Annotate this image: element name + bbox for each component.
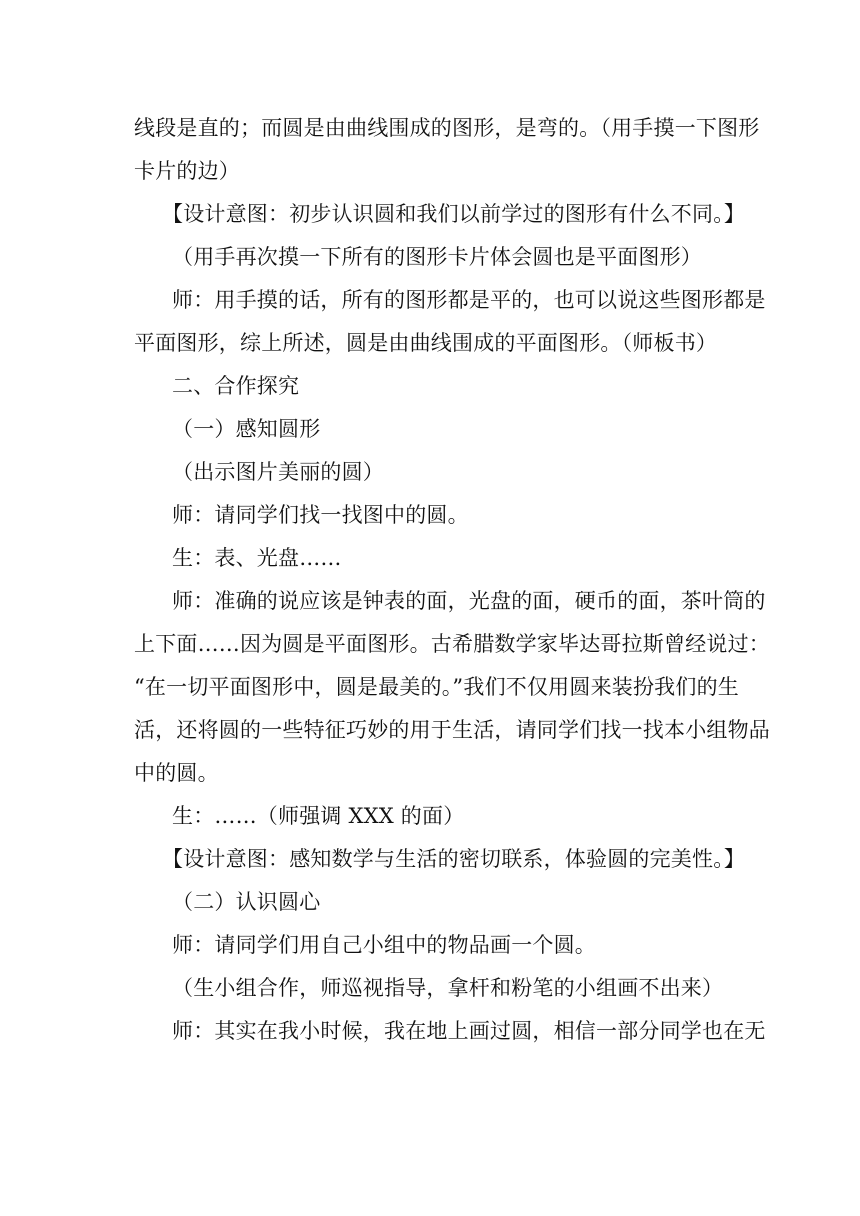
- design-intent-note: 【设计意图：初步认识圆和我们以前学过的图形有什么不同。】: [162, 202, 746, 226]
- paragraph-line: 师：请同学们用自己小组中的物品画一个圆。: [172, 933, 596, 957]
- paragraph-line: （出示图片美丽的圆）: [172, 460, 384, 484]
- paragraph-line: 卡片的边）: [134, 159, 240, 183]
- document-body: [134, 107, 770, 1053]
- paragraph-line: 中的圆。: [134, 761, 219, 785]
- paragraph-line: （生小组合作，师巡视指导，拿杆和粉笔的小组画不出来）: [172, 976, 724, 1000]
- section-heading: 二、合作探究: [172, 374, 300, 398]
- paragraph-line: 线段是直的；而圆是由曲线围成的图形，是弯的。（用手摸一下图形: [134, 116, 760, 140]
- subsection-heading: （一）感知圆形: [172, 417, 321, 441]
- paragraph-line: 平面图形，综上所述，圆是由曲线围成的平面图形。（师板书）: [134, 331, 718, 355]
- paragraph-line: （用手再次摸一下所有的图形卡片体会圆也是平面图形）: [172, 245, 702, 269]
- design-intent-note: 【设计意图：感知数学与生活的密切联系，体验圆的完美性。】: [162, 847, 746, 871]
- subsection-heading: （二）认识圆心: [172, 890, 321, 914]
- paragraph-line: “在一切平面图形中，圆是最美的。”我们不仅用圆来装扮我们的生: [134, 675, 739, 699]
- paragraph-line: 活，还将圆的一些特征巧妙的用于生活，请同学们找一找本小组物品: [134, 718, 770, 742]
- paragraph-line: 生：表、光盘……: [172, 546, 342, 570]
- paragraph-line: 师：用手摸的话，所有的图形都是平的，也可以说这些图形都是: [172, 288, 766, 312]
- paragraph-line: 上下面……因为圆是平面图形。古希腊数学家毕达哥拉斯曾经说过：: [134, 632, 770, 656]
- paragraph-line: 生：……（师强调 XXX 的面）: [172, 804, 465, 828]
- paragraph-line: 师：其实在我小时候，我在地上画过圆，相信一部分同学也在无: [172, 1019, 766, 1043]
- paragraph-line: 师：准确的说应该是钟表的面，光盘的面，硬币的面，茶叶筒的: [172, 589, 766, 613]
- paragraph-line: 师：请同学们找一找图中的圆。: [172, 503, 469, 527]
